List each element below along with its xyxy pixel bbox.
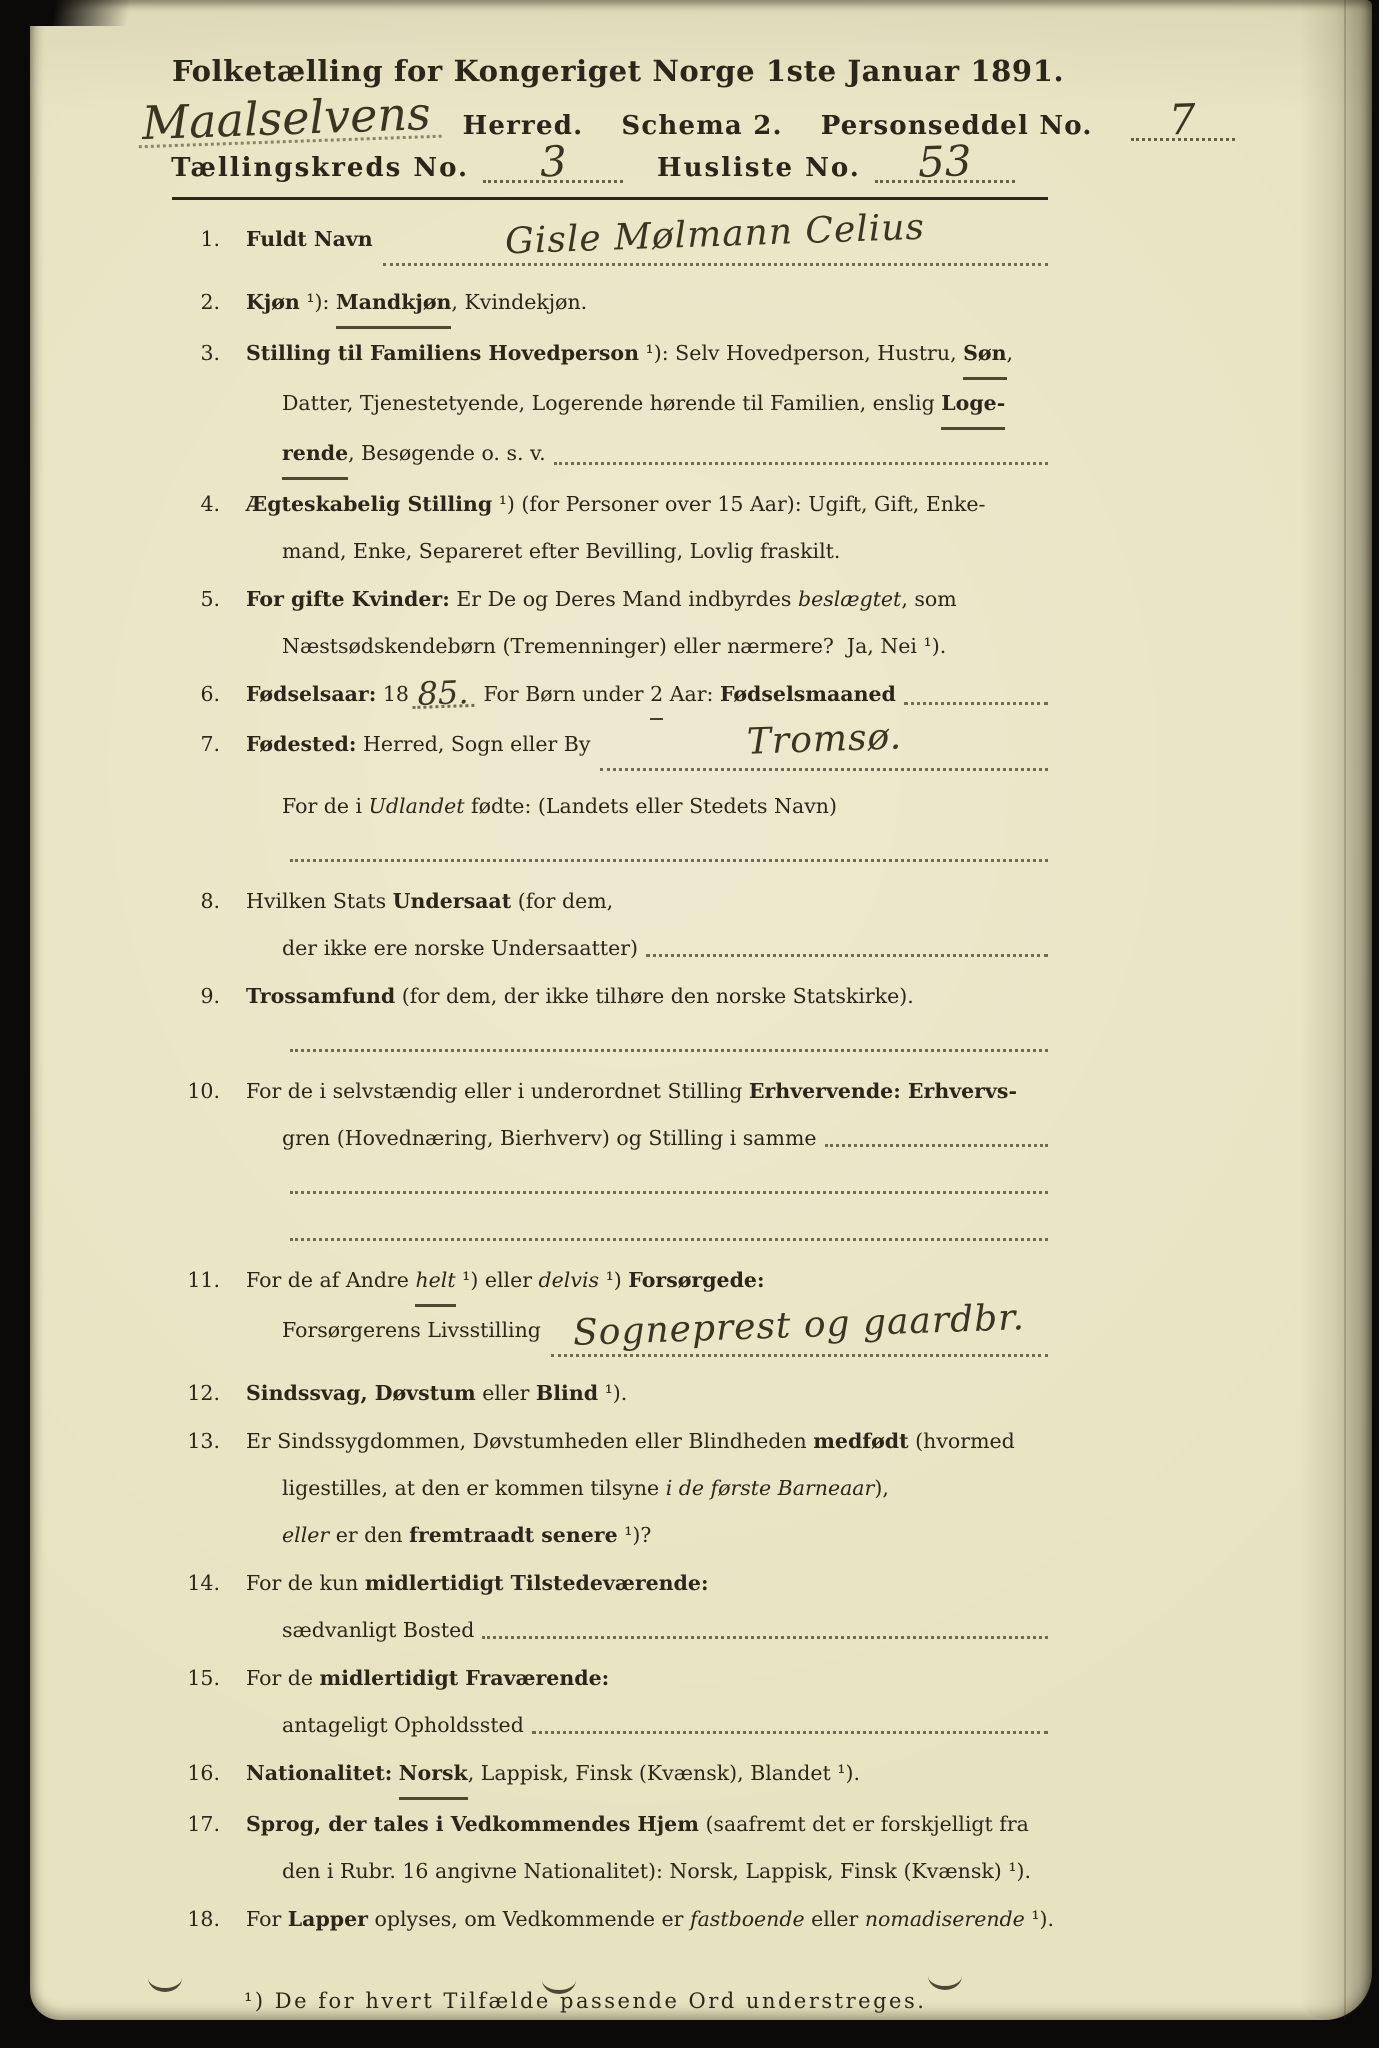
item-content	[246, 1418, 1048, 1559]
form-line	[246, 330, 1048, 380]
printed-text: beslægtet	[797, 587, 902, 611]
dotted-fill-line	[290, 1191, 1048, 1194]
printed-text: den i Rubr. 16 angivne Nationalitet): Norsk, Lappisk, Finsk (Kvænsk) ¹).	[282, 1859, 1032, 1883]
printed-text: Forsørgede:	[628, 1268, 765, 1292]
printed-text: fastboende	[690, 1907, 805, 1931]
item-number: 6.	[200, 682, 220, 706]
dotted-fill-line	[532, 1731, 1048, 1734]
form-item	[172, 1068, 1048, 1256]
form-line	[246, 1750, 1048, 1800]
printed-text: 18	[376, 682, 409, 706]
form-line	[246, 1465, 1048, 1512]
form-item	[172, 1750, 1048, 1800]
form-line	[246, 1418, 1048, 1465]
printed-text: mand, Enke, Separeret efter Bevilling, Lovlig fraskilt.	[282, 539, 841, 563]
printed-text: ¹) eller	[455, 1268, 539, 1292]
form-item	[172, 973, 1048, 1067]
printed-text: , Besøgende o. s. v.	[348, 441, 546, 465]
item-content	[246, 481, 1048, 575]
form-line	[246, 1512, 1048, 1559]
form-line	[246, 973, 1048, 1020]
printed-text: Loge-	[941, 380, 1005, 430]
printed-text: Lapper	[287, 1907, 368, 1931]
printed-text: ¹)?	[617, 1523, 652, 1547]
printed-text: For de af Andre	[246, 1268, 416, 1292]
form-item	[172, 576, 1048, 670]
printed-text: For de i	[282, 794, 369, 818]
form-line	[246, 925, 1048, 972]
item-content	[246, 330, 1048, 480]
form-line	[246, 1801, 1048, 1848]
printed-text: Fødselsaar:	[246, 682, 377, 706]
form-line	[246, 481, 1048, 528]
form-item	[172, 716, 1048, 877]
kreds-number-handwritten: 3	[538, 136, 568, 187]
printed-text: eller	[804, 1907, 865, 1931]
form-line	[246, 1115, 1048, 1162]
husliste-number-slot	[875, 136, 1015, 187]
printed-text: Fødested:	[246, 732, 357, 756]
form-line	[246, 279, 1048, 329]
dotted-fill-line	[482, 1636, 1048, 1639]
item-content	[246, 1370, 1048, 1417]
form-item	[172, 1257, 1048, 1369]
form-item	[172, 1896, 1055, 1943]
schema-label: Schema 2.	[621, 111, 783, 141]
handwritten-entry: 85.	[411, 680, 474, 709]
printed-text: Søn	[963, 330, 1006, 380]
personseddel-label: Personseddel No.	[820, 111, 1093, 141]
item-content	[246, 878, 1048, 972]
form-line	[246, 430, 1048, 480]
printed-text: Sprog, der tales i Vedkommendes Hjem	[246, 1812, 699, 1836]
form-line	[246, 1848, 1048, 1895]
form-line	[246, 206, 1048, 278]
item-number: 10.	[187, 1079, 220, 1103]
form-item	[172, 279, 1048, 329]
printed-text: er den	[329, 1523, 410, 1547]
printed-text: Undersaat	[392, 889, 512, 913]
printed-text: Ægteskabelig Stilling	[246, 492, 493, 516]
header-line-kreds	[171, 136, 1048, 187]
item-content	[246, 973, 1048, 1067]
printed-text: Fuldt Navn	[246, 227, 373, 251]
printed-text: sædvanligt Bosted	[282, 1618, 475, 1642]
printed-text: ,	[1006, 341, 1014, 365]
printed-text: Forsørgerens Livsstilling	[282, 1318, 541, 1342]
printed-text: Er De og Deres Mand indbyrdes	[449, 587, 798, 611]
printed-text: Udlandet	[368, 794, 465, 818]
item-number: 18.	[187, 1907, 220, 1931]
printed-text: ¹): Selv Hovedperson, Hustru,	[639, 341, 964, 365]
footnote: ¹) De for hvert Tilfælde passende Ord understreges.	[244, 1989, 927, 2013]
item-number: 7.	[200, 732, 220, 756]
item-content	[246, 1896, 1055, 1943]
dotted-fill-line	[290, 1049, 1048, 1052]
form-item	[172, 1370, 1048, 1417]
herred-label: Herred.	[462, 111, 584, 141]
printed-text: ¹)	[599, 1268, 629, 1292]
header-line-district	[138, 86, 1197, 151]
handwritten-entry-line	[383, 206, 1048, 266]
printed-text: Kjøn	[246, 290, 300, 314]
scan-corner-shadow	[30, 0, 170, 26]
printed-text: , som	[901, 587, 957, 611]
form-line	[246, 878, 1048, 925]
printed-text: For	[246, 1907, 288, 1931]
form-line	[246, 1162, 1048, 1209]
printed-text: delvis	[538, 1268, 600, 1292]
form-header	[141, 54, 1197, 200]
printed-text: nomadiserende	[864, 1907, 1025, 1931]
item-content	[246, 1257, 1048, 1369]
district-name-handwritten: Maalselvens	[137, 93, 441, 149]
item-content	[246, 671, 1048, 720]
form-item	[172, 1560, 1048, 1654]
printed-text: Hvilken Stats	[246, 889, 393, 913]
printed-text: For de kun	[246, 1571, 365, 1595]
item-number: 15.	[187, 1666, 220, 1690]
form-line	[246, 1209, 1048, 1256]
item-content	[246, 716, 1048, 877]
printed-text: antageligt Opholdssted	[282, 1713, 524, 1737]
item-number: 12.	[187, 1381, 220, 1405]
printed-text: Stilling til Familiens Hovedperson	[246, 341, 640, 365]
form-item	[172, 1418, 1048, 1559]
printed-text: fødte: (Landets eller Stedets Navn)	[464, 794, 838, 818]
dotted-fill-line	[825, 1144, 1048, 1147]
printed-text: fremtraadt senere	[409, 1523, 618, 1547]
form-line	[246, 1020, 1048, 1067]
printed-text: Datter, Tjenestetyende, Logerende hørende til Familien, enslig	[282, 391, 942, 415]
item-number: 2.	[200, 290, 220, 314]
printed-text: Sindssvag, Døvstum	[246, 1381, 476, 1405]
page-edge-shadow	[1300, 0, 1372, 2020]
header-rule	[172, 197, 1048, 200]
form-line	[246, 1607, 1048, 1654]
husliste-number-handwritten: 53	[917, 136, 973, 187]
item-number: 14.	[187, 1571, 220, 1595]
printed-text: For gifte Kvinder:	[246, 587, 450, 611]
printed-text: midlertidigt Fraværende:	[319, 1666, 610, 1690]
printed-text: eller	[282, 1523, 330, 1547]
dotted-fill-line	[290, 1238, 1048, 1241]
item-content	[246, 1750, 1048, 1800]
personseddel-number-handwritten: 7	[1168, 94, 1197, 145]
form-item	[172, 1655, 1048, 1749]
form-line	[246, 1560, 1048, 1607]
form-title: Folketælling for Kongeriget Norge 1ste Januar 1891.	[172, 54, 1065, 88]
form-line	[246, 528, 1048, 575]
printed-text: ¹):	[299, 290, 336, 314]
form-line	[246, 783, 1048, 830]
dotted-fill-line	[904, 702, 1048, 705]
form-line	[246, 1068, 1048, 1115]
printed-text: Mandkjøn	[336, 279, 451, 329]
item-content	[246, 206, 1048, 278]
printed-text: ¹).	[598, 1381, 628, 1405]
form-item	[172, 330, 1048, 480]
printed-text: (for dem, der ikke tilhøre den norske Statskirke).	[395, 984, 914, 1008]
form-line	[246, 1702, 1048, 1749]
form-item	[172, 878, 1048, 972]
item-number: 1.	[200, 227, 220, 251]
item-number: 3.	[200, 341, 220, 365]
printed-text: For Børn under	[476, 682, 651, 706]
personseddel-number-slot	[1131, 94, 1235, 145]
kreds-number-slot	[483, 136, 623, 187]
item-number: 9.	[200, 984, 220, 1008]
form-items	[172, 206, 1055, 1943]
form-line	[246, 671, 1048, 720]
form-item	[172, 1801, 1048, 1895]
item-number: 17.	[187, 1812, 220, 1836]
printed-text: eller	[475, 1381, 536, 1405]
printed-text: (for dem,	[511, 889, 614, 913]
printed-text: oplyses, om Vedkommende er	[367, 1907, 690, 1931]
printed-text: rende	[282, 430, 348, 480]
item-content	[246, 1655, 1048, 1749]
form-item	[172, 671, 1048, 720]
printed-text: medfødt	[813, 1429, 909, 1453]
form-line	[246, 1655, 1048, 1702]
item-content	[246, 1801, 1048, 1895]
form-item	[172, 481, 1048, 575]
handwritten-entry-line	[600, 716, 1048, 771]
handwritten-entry: Gisle Mølmann Celius	[504, 206, 926, 263]
printed-text: helt	[415, 1257, 455, 1307]
form-line	[246, 623, 1048, 670]
item-number: 5.	[200, 587, 220, 611]
printed-text: der ikke ere norske Undersaatter)	[282, 936, 639, 960]
printed-text: i de første Barneaar	[665, 1476, 875, 1500]
printed-text: Blind	[535, 1381, 599, 1405]
handwritten-entry: Tromsø.	[746, 716, 903, 763]
printed-text: gren (Hovednæring, Bierhverv) og Stilling i samme	[282, 1126, 817, 1150]
printed-text: ¹).	[1024, 1907, 1055, 1931]
dotted-fill-line	[646, 954, 1048, 957]
printed-text: (hvormed	[908, 1429, 1015, 1453]
printed-text: Norsk	[399, 1750, 468, 1800]
item-number: 4.	[200, 492, 220, 516]
form-line	[246, 380, 1048, 430]
form-content	[141, 54, 1197, 2013]
kreds-label: Tællingskreds No.	[171, 153, 470, 183]
printed-text: 2	[650, 671, 663, 720]
item-content	[246, 1560, 1048, 1654]
printed-text: For de i selvstændig eller i underordnet Stilling	[246, 1079, 749, 1103]
dotted-fill-line	[554, 462, 1048, 465]
form-line	[246, 1297, 1048, 1369]
printed-text: For de	[246, 1666, 320, 1690]
item-number: 16.	[187, 1761, 220, 1785]
handwritten-entry-line	[551, 1297, 1048, 1357]
printed-text: ¹) (for Personer over 15 Aar): Ugift, Gift, Enke-	[492, 492, 986, 516]
printed-text: Er Sindssygdommen, Døvstumheden eller Blindheden	[246, 1429, 814, 1453]
printed-text: Nationalitet:	[246, 1761, 393, 1785]
husliste-label: Husliste No.	[657, 153, 861, 183]
printed-text: Fødselsmaaned	[719, 682, 896, 706]
printed-text: Herred, Sogn eller By	[356, 732, 591, 756]
item-number: 13.	[187, 1429, 220, 1453]
printed-text: ligestilles, at den er kommen tilsyne	[282, 1476, 666, 1500]
form-line	[246, 830, 1048, 877]
form-line	[246, 1370, 1048, 1417]
form-line	[246, 716, 1048, 783]
item-number: 8.	[200, 889, 220, 913]
printed-text: Næstsødskendebørn (Tremenninger) eller nærmere? Ja, Nei ¹).	[282, 634, 947, 658]
form-line	[246, 576, 1048, 623]
item-number: 11.	[187, 1268, 220, 1292]
item-content	[246, 1068, 1048, 1256]
census-form-paper	[30, 0, 1372, 2020]
form-item	[172, 206, 1048, 278]
handwritten-entry: Sogneprest og gaardbr.	[572, 1297, 1026, 1354]
printed-text: , Lappisk, Finsk (Kvænsk), Blandet ¹).	[467, 1761, 860, 1785]
item-content	[246, 279, 1048, 329]
printed-text: Aar:	[663, 682, 720, 706]
form-line	[246, 1896, 1055, 1943]
printed-text: Erhvervende: Erhvervs-	[748, 1079, 1017, 1103]
printed-text: Trossamfund	[246, 984, 396, 1008]
item-content	[246, 576, 1048, 670]
printed-text: ),	[874, 1476, 889, 1500]
dotted-fill-line	[290, 859, 1048, 862]
printed-text: (saafremt det er forskjelligt fra	[698, 1812, 1029, 1836]
printed-text: , Kvindekjøn.	[451, 290, 588, 314]
printed-text: midlertidigt Tilstedeværende:	[364, 1571, 709, 1595]
